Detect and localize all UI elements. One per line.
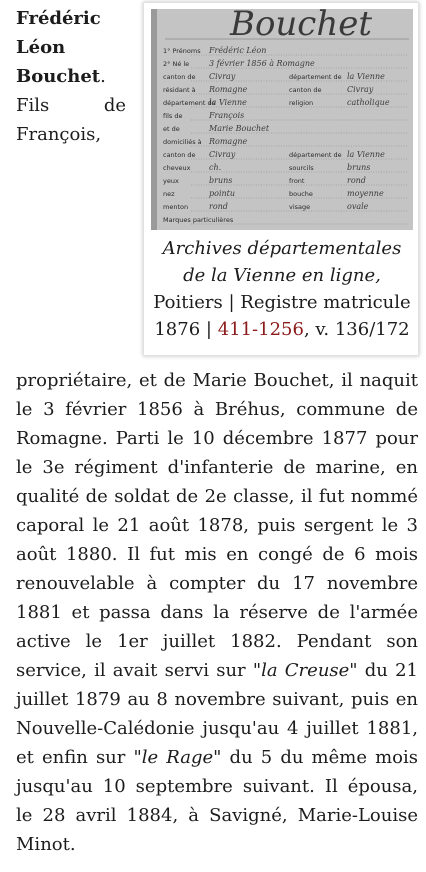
biography-paragraph bbox=[16, 366, 418, 859]
register-field-label: département de bbox=[289, 151, 342, 159]
register-field-value: bruns bbox=[209, 176, 233, 185]
register-field-value: bruns bbox=[347, 163, 371, 172]
register-field-value: Civray bbox=[347, 85, 374, 94]
register-field-label: menton bbox=[163, 203, 189, 211]
register-field-label: résidant à bbox=[163, 86, 196, 94]
register-field-value: Civray bbox=[209, 72, 236, 81]
caption-line-4-post: , v. 136/172 bbox=[303, 319, 410, 340]
register-field-value: François bbox=[209, 111, 245, 120]
register-field-value: Marie Bouchet bbox=[209, 124, 270, 133]
register-field-label: sourcils bbox=[289, 164, 314, 172]
register-field-label: canton de bbox=[289, 86, 322, 94]
register-field-value: moyenne bbox=[347, 189, 384, 198]
register-field-label: religion bbox=[289, 99, 314, 107]
register-field-label: cheveux bbox=[163, 164, 191, 172]
archive-figure bbox=[143, 2, 419, 356]
name-period: . bbox=[100, 66, 106, 87]
register-field-label: yeux bbox=[163, 177, 179, 185]
register-field-value: rond bbox=[209, 202, 228, 211]
bio-text-2: du 21 juillet 1879 au 8 novembre suivant, puis en Nouvelle-Calédonie jusqu'au 4 juillet 1881, et enfin sur bbox=[16, 660, 418, 768]
bio-text-1: propriétaire, et de Marie Bouchet, il naquit le 3 février 1856 à Bréhus, commune de Romagne. Parti le 10 décembre 1877 pour le 3e régiment d'infanterie de marine, en qualité de soldat de 2e classe, il fut nommé caporal le 21 août 1878, puis sergent le 3 août 1880. Il fut mis en congé de 6 mois renouvelable à compter du 17 novembre 1881 et passa dans la réserve de l'armée active le 1er juillet 1882. Pendant son service, il avait servi sur bbox=[16, 370, 418, 681]
register-field-value: pointu bbox=[209, 189, 236, 198]
register-link[interactable]: 411-1256 bbox=[217, 319, 304, 340]
register-field-label: nez bbox=[163, 190, 175, 198]
register-field-label: front bbox=[289, 177, 305, 185]
register-surname: Bouchet bbox=[229, 9, 373, 44]
register-field-label: canton de bbox=[163, 73, 196, 81]
register-field-label: bouche bbox=[289, 190, 313, 198]
ship-name-1: "la Creuse" bbox=[252, 660, 358, 681]
register-field-value: la Vienne bbox=[209, 98, 247, 107]
register-field-value: Romagne bbox=[209, 137, 248, 146]
intro-rest: Fils de François, bbox=[16, 95, 126, 145]
register-field-value: Frédéric Léon bbox=[209, 46, 267, 55]
intro-text bbox=[16, 4, 126, 149]
caption-line-3: Poitiers | Registre matricule bbox=[153, 292, 411, 313]
caption-line-2: de la Vienne en ligne, bbox=[183, 265, 381, 286]
bio-text-3: du 5 du même mois jusqu'au 10 septembre suivant. Il épousa, le 28 avril 1884, à Savigné, Marie-Louise Minot. bbox=[16, 747, 418, 855]
register-field-label: 1° Prénoms bbox=[163, 47, 201, 55]
register-field-label: domiciliés à bbox=[163, 138, 202, 146]
register-field-label: département de bbox=[163, 99, 216, 107]
register-field-value: catholique bbox=[347, 98, 390, 107]
register-field-value: Romagne bbox=[209, 85, 248, 94]
register-field-label: fils de bbox=[163, 112, 183, 120]
register-field-label: canton de bbox=[163, 151, 196, 159]
register-field-label: département de bbox=[289, 73, 342, 81]
register-field-value: la Vienne bbox=[347, 72, 385, 81]
register-field-value: Civray bbox=[209, 150, 236, 159]
register-field-label: visage bbox=[289, 203, 311, 211]
ship-name-2: "le Rage" bbox=[133, 747, 222, 768]
caption-line-4-pre: 1876 | bbox=[154, 319, 218, 340]
register-field-value: la Vienne bbox=[347, 150, 385, 159]
register-scan-image[interactable] bbox=[151, 9, 413, 230]
register-field-value: 3 février 1856 à Romagne bbox=[209, 59, 315, 68]
figure-caption bbox=[144, 235, 420, 343]
register-field-value: rond bbox=[347, 176, 366, 185]
register-field-label: et de bbox=[163, 125, 180, 133]
register-field-label: Marques particulières bbox=[163, 216, 234, 224]
register-field-value: ch. bbox=[209, 163, 222, 172]
caption-line-1: Archives départementales bbox=[162, 238, 402, 259]
register-scan-svg bbox=[151, 9, 413, 230]
register-field-label: 2° Né le bbox=[163, 60, 190, 68]
register-field-value: ovale bbox=[347, 202, 369, 211]
person-name: Frédéric Léon Bouchet bbox=[16, 8, 101, 87]
